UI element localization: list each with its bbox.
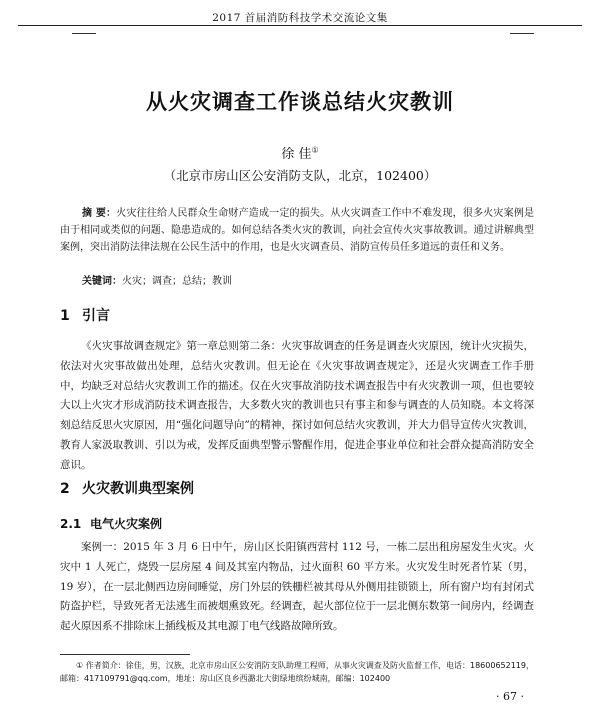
subsection-number: 2.1	[60, 517, 82, 531]
author-name: 徐 佳	[281, 147, 312, 162]
abstract-text: 火灾往往给人民群众生命财产造成一定的损失。从火灾调查工作中不难发现，很多火灾案例是由于相同或类似的问题、隐患造成的。如何总结各类火灾的教训，向社会宣传火灾事故教训。通过讲解典型案例，突出消防法律法规在公民生活中的作用，也是火灾调查员、消防宣传员任多道远的责任和义务。	[60, 208, 535, 253]
intro-paragraph: 《火灾事故调查规定》第一章总则第二条：火灾事故调查的任务是调查火灾原因，统计火灾损失，依法对火灾事故做出处理，总结火灾教训。但无论在《火灾事故调查规定》，还是火灾调查工作手册中，均缺乏对总结火灾教训工作的描述。仅在火灾事故消防技术调查报告中有火灾教训一项，但也要较大以上火灾才形成消防技术调查报告，大多数火灾的教训也只有事主和参与调查的人员知晓。本文将深刻总结反思火灾原因，用“强化问题导向”的精神，探讨如何总结火灾教训，并大力倡导宣传火灾教训，教育人家汲取教训、引以为戒，发挥反面典型警示警醒作用，促进企事业单位和社会群众提高消防安全意识。	[60, 340, 534, 471]
keywords-text: 火灾；调查；总结；教训	[122, 276, 232, 287]
author-line	[0, 143, 600, 162]
header-rule	[18, 25, 582, 26]
keywords	[60, 273, 534, 290]
abstract-label: 摘 要：	[82, 208, 117, 219]
subsection-title: 电气火灾案例	[90, 517, 163, 531]
header-dash-right	[510, 33, 534, 34]
keywords-label: 关键词：	[82, 276, 122, 287]
paper-title: 从火灾调查工作谈总结火灾教训	[146, 90, 454, 114]
case-paragraph: 案例一：2015 年 3 月 6 日中午，房山区长阳镇西营村 112 号，一栋二层出租房屋发生火灾。火灾中 1 人死亡，烧毁一层房屋 4 间及其室内物品，过火面积 60 平方米。火灾发生时死者竹某（男，19 岁），在一层北侧西边房间睡觉，房门外层的铁栅栏被其母从外侧用挂锁锁上，所有窗户均有封闭式防盗护栏，导致死者无法逃生而被烟熏致死。经调查，起火部位位于一层北侧东数第一间房内，经调查起火原因系不排除床上插线板及其电源丁电气线路故障所致。	[60, 541, 534, 633]
header-dash-left	[72, 33, 96, 34]
section-number: 1	[60, 308, 70, 324]
footnote: ① 作者简介：徐佳，男，汉族，北京市房山区公安消防支队助理工程师，从事火灾调查及防火监督工作，电话：18600652119，邮箱：417109791@qq.com，地址：房山区良乡西潞北大街绿地缤纷城南，邮编：102400	[60, 661, 534, 683]
footnote-rule	[60, 654, 190, 655]
abstract	[60, 205, 534, 256]
affiliation: （北京市房山区公安消防支队，北京，102400）	[163, 168, 437, 183]
section-title: 引言	[82, 308, 110, 324]
section-number: 2	[60, 481, 70, 497]
author-footnote-marker[interactable]: ①	[311, 145, 319, 155]
page-number: · 67 ·	[496, 690, 524, 703]
subsection-heading	[60, 515, 162, 532]
section-heading-2	[60, 478, 194, 498]
section-title: 火灾教训典型案例	[82, 481, 194, 497]
running-header: 2017 首届消防科技学术交流论文集	[212, 12, 388, 24]
section-heading-1	[60, 305, 110, 325]
